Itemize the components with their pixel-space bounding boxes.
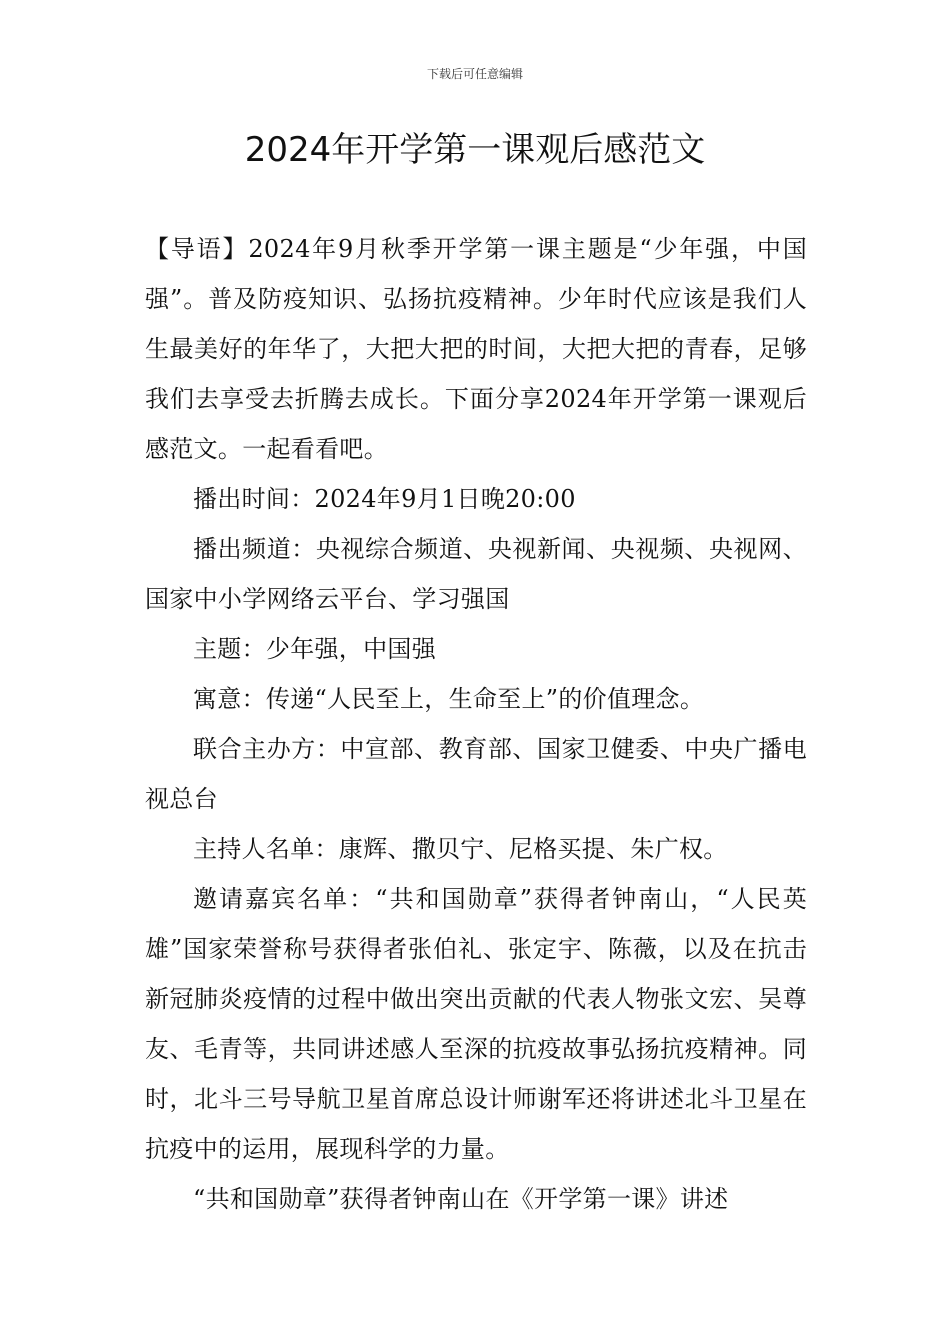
paragraph-broadcast-channel: 播出频道：央视综合频道、央视新闻、央视频、央视网、国家中小学网络云平台、学习强国 bbox=[145, 535, 807, 613]
paragraph-broadcast-time: 播出时间：2024年9月1日晚20:00 bbox=[193, 485, 576, 513]
paragraph-meaning: 寓意：传递“人民至上，生命至上”的价值理念。 bbox=[193, 685, 705, 713]
paragraph-intro: 【导语】2024年9月秋季开学第一课主题是“少年强，中国强”。普及防疫知识、弘扬抗疫精神。少年时代应该是我们人生最美好的年华了，大把大把的时间，大把大把的青春，足够我们去享受去折腾去成长。下面分享2024年开学第一课观后感范文。一起看看吧。 bbox=[145, 235, 807, 463]
paragraph-hosts: 主持人名单：康辉、撒贝宁、尼格买提、朱广权。 bbox=[193, 835, 728, 863]
paragraph-organizers: 联合主办方：中宣部、教育部、国家卫健委、中央广播电视总台 bbox=[145, 735, 807, 813]
paragraph-guests: 邀请嘉宾名单：“共和国勋章”获得者钟南山，“人民英雄”国家荣誉称号获得者张伯礼、张定宇、陈薇，以及在抗击新冠肺炎疫情的过程中做出突出贡献的代表人物张文宏、吴尊友、毛青等，共同讲述感人至深的抗疫故事弘扬抗疫精神。同时，北斗三号导航卫星首席总设计师谢军还将讲述北斗卫星在抗疫中的运用，展现科学的力量。 bbox=[145, 885, 807, 1163]
document-title: 2024年开学第一课观后感范文 bbox=[244, 130, 706, 170]
paragraph-theme: 主题：少年强，中国强 bbox=[193, 635, 436, 663]
header-note: 下载后可任意编辑 bbox=[426, 67, 523, 81]
document-body bbox=[145, 224, 807, 1224]
paragraph-zhong-nanshan: “共和国勋章”获得者钟南山在《开学第一课》讲述 bbox=[193, 1185, 729, 1213]
